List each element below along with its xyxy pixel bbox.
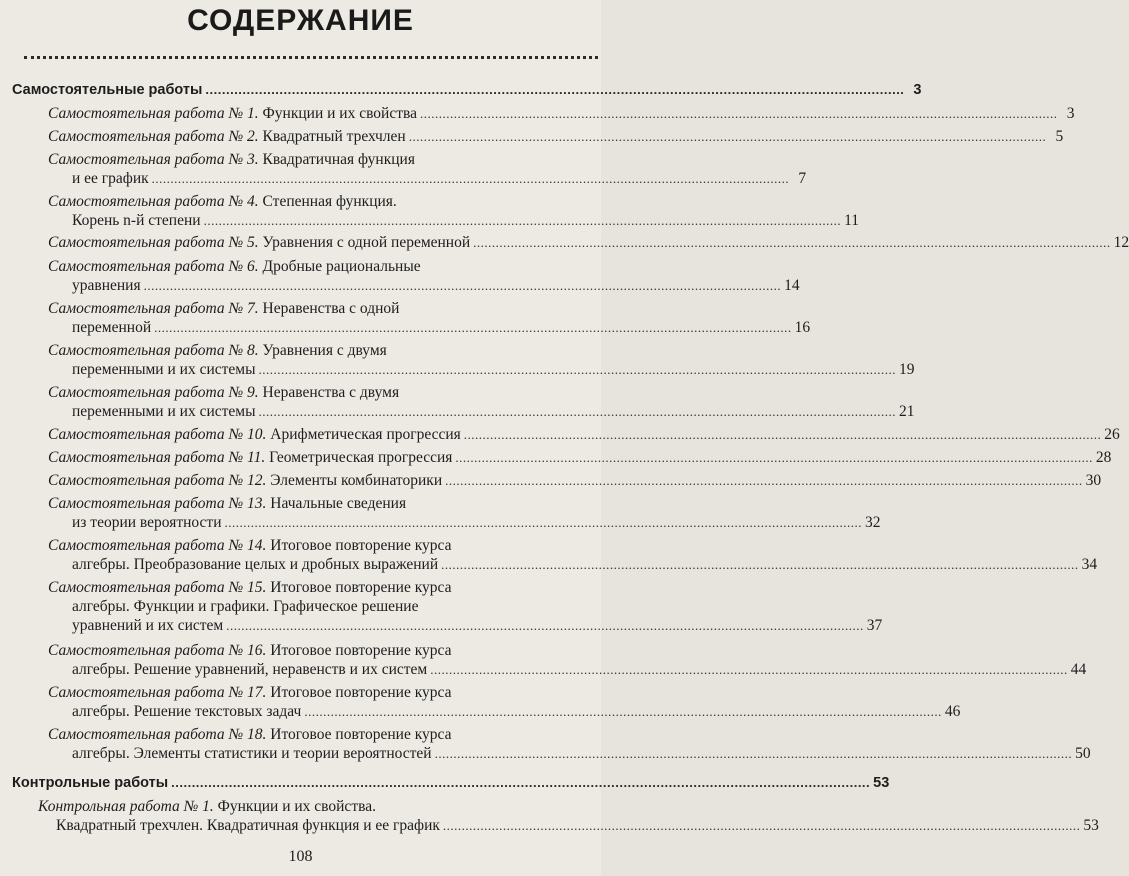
entry-title-cont: алгебры. Элементы статистики и теории вероятностей — [72, 745, 432, 762]
toc-entry — [12, 494, 881, 532]
leader-dots — [205, 80, 904, 99]
entry-title: Геометрическая прогрессия — [269, 449, 453, 466]
entry-title: Квадратный трехчлен — [262, 128, 406, 145]
entry-title: Квадратичная функция — [262, 151, 415, 168]
leader-dots — [259, 402, 897, 421]
page-number-footer: 108 — [288, 848, 313, 865]
entry-prefix: Самостоятельная работа № 7. — [48, 300, 259, 317]
leader-dots — [204, 211, 842, 230]
toc-entry — [12, 797, 1099, 835]
page-number: 30 — [1085, 472, 1102, 489]
entry-title-cont: Квадратный трехчлен. Квадратичная функция и ее график — [56, 817, 440, 834]
leader-dots — [430, 660, 1068, 679]
page-title: СОДЕРЖАНИЕ — [187, 4, 414, 37]
leader-dots — [171, 773, 870, 792]
toc-entry — [12, 448, 1112, 467]
entry-title-cont: алгебры. Функции и графики. Графическое решение — [72, 598, 419, 615]
page-number: 12 — [1113, 234, 1129, 251]
leader-dots — [455, 448, 1093, 467]
entry-prefix: Самостоятельная работа № 3. — [48, 151, 259, 168]
toc-entry — [12, 150, 807, 188]
section-title: Контрольные работы — [12, 775, 169, 791]
page-number: 53 — [1083, 817, 1099, 834]
entry-prefix: Самостоятельная работа № 10. — [48, 426, 267, 443]
page-number: 37 — [866, 617, 883, 634]
entry-title: Итоговое повторение курса — [270, 579, 452, 596]
toc-entry — [12, 127, 1064, 146]
entry-title: Неравенства с двумя — [262, 384, 400, 401]
toc-entry — [12, 536, 1098, 574]
entry-title-cont: переменной — [72, 319, 152, 336]
entry-title-cont: и ее график — [72, 170, 149, 187]
entry-title-cont: алгебры. Решение уравнений, неравенств и их систем — [72, 661, 428, 678]
entry-prefix: Самостоятельная работа № 12. — [48, 472, 267, 489]
page-number: 16 — [794, 319, 811, 336]
leader-dots — [441, 555, 1079, 574]
entry-title: Итоговое повторение курса — [270, 684, 452, 701]
entry-prefix: Самостоятельная работа № 15. — [48, 579, 267, 596]
entry-prefix: Самостоятельная работа № 18. — [48, 726, 267, 743]
toc-entry — [12, 104, 1075, 123]
leader-dots — [473, 233, 1111, 252]
leader-dots — [464, 425, 1102, 444]
entry-prefix: Самостоятельная работа № 17. — [48, 684, 267, 701]
page-number: 5 — [1055, 128, 1064, 145]
toc-entry — [12, 383, 915, 421]
section-header — [12, 80, 922, 99]
entry-title-cont: переменными и их системы — [72, 403, 256, 420]
entry-prefix: Самостоятельная работа № 1. — [48, 105, 259, 122]
toc-entry — [12, 578, 883, 635]
entry-prefix: Самостоятельная работа № 14. — [48, 537, 267, 554]
toc-entry — [12, 192, 860, 230]
toc-entry — [12, 725, 1091, 763]
leader-dots — [152, 169, 790, 188]
page-number: 44 — [1070, 661, 1087, 678]
page-number: 21 — [899, 403, 915, 420]
entry-prefix: Самостоятельная работа № 9. — [48, 384, 259, 401]
entry-prefix: Самостоятельная работа № 8. — [48, 342, 259, 359]
entry-prefix: Самостоятельная работа № 11. — [48, 449, 266, 466]
toc-entry — [12, 471, 1102, 490]
page-number: 32 — [865, 514, 881, 531]
page-number: 28 — [1095, 449, 1112, 466]
page-number: 3 — [1066, 105, 1075, 122]
entry-title: Итоговое повторение курса — [270, 726, 452, 743]
entry-title: Функции и их свойства. — [217, 798, 376, 815]
leader-dots — [154, 318, 792, 337]
page-number: 46 — [944, 703, 961, 720]
page-number: 3 — [913, 82, 922, 98]
table-of-contents — [12, 66, 1129, 840]
entry-prefix: Самостоятельная работа № 6. — [48, 258, 259, 275]
page-number: 34 — [1081, 556, 1098, 573]
page-number: 14 — [784, 277, 800, 294]
page-number: 26 — [1104, 426, 1120, 443]
entry-title: Итоговое повторение курса — [270, 642, 452, 659]
entry-title: Уравнения с одной переменной — [262, 234, 471, 251]
leader-dots — [225, 513, 863, 532]
leader-dots — [226, 616, 864, 635]
page-number: 53 — [873, 775, 890, 791]
entry-prefix: Контрольная работа № 1. — [38, 798, 214, 815]
toc-entry — [12, 299, 811, 337]
page-number: 19 — [899, 361, 915, 378]
entry-title: Арифметическая прогрессия — [270, 426, 461, 443]
toc-entry — [12, 233, 1129, 252]
entry-title: Функции и их свойства — [262, 105, 417, 122]
entry-title-cont: алгебры. Решение текстовых задач — [72, 703, 302, 720]
entry-title: Степенная функция. — [262, 193, 397, 210]
toc-entry — [12, 641, 1087, 679]
entry-title-cont: переменными и их системы — [72, 361, 256, 378]
entry-prefix: Самостоятельная работа № 2. — [48, 128, 259, 145]
entry-title-cont: из теории вероятности — [72, 514, 222, 531]
page-number: 7 — [798, 170, 807, 187]
toc-entry — [12, 341, 915, 379]
entry-title: Неравенства с одной — [262, 300, 400, 317]
section-header — [12, 773, 890, 792]
leader-dots — [259, 360, 897, 379]
entry-title: Начальные сведения — [270, 495, 407, 512]
leader-dots — [420, 104, 1058, 123]
page-number: 11 — [844, 212, 860, 229]
leader-dots — [144, 276, 782, 295]
leader-dots — [409, 127, 1047, 146]
entry-title-cont: уравнения — [72, 277, 141, 294]
entry-title-cont: алгебры. Преобразование целых и дробных выражений — [72, 556, 439, 573]
leader-dots — [435, 744, 1073, 763]
entry-prefix: Самостоятельная работа № 13. — [48, 495, 267, 512]
entry-title-cont: Корень n-й степени — [72, 212, 201, 229]
toc-entry — [12, 425, 1120, 444]
toc-entry — [12, 683, 961, 721]
entry-prefix: Самостоятельная работа № 16. — [48, 642, 267, 659]
entry-title: Итоговое повторение курса — [270, 537, 452, 554]
entry-title-cont: уравнений и их систем — [72, 617, 224, 634]
entry-title: Уравнения с двумя — [262, 342, 387, 359]
section-title: Самостоятельные работы — [12, 82, 203, 98]
entry-prefix: Самостоятельная работа № 5. — [48, 234, 259, 251]
entry-title: Дробные рациональные — [262, 258, 421, 275]
leader-dots — [443, 816, 1081, 835]
toc-entry — [12, 257, 800, 295]
page-number: 50 — [1075, 745, 1091, 762]
entry-title: Элементы комбинаторики — [270, 472, 443, 489]
entry-prefix: Самостоятельная работа № 4. — [48, 193, 259, 210]
leader-dots — [304, 702, 942, 721]
leader-dots — [445, 471, 1083, 490]
dotted-divider — [24, 56, 598, 59]
